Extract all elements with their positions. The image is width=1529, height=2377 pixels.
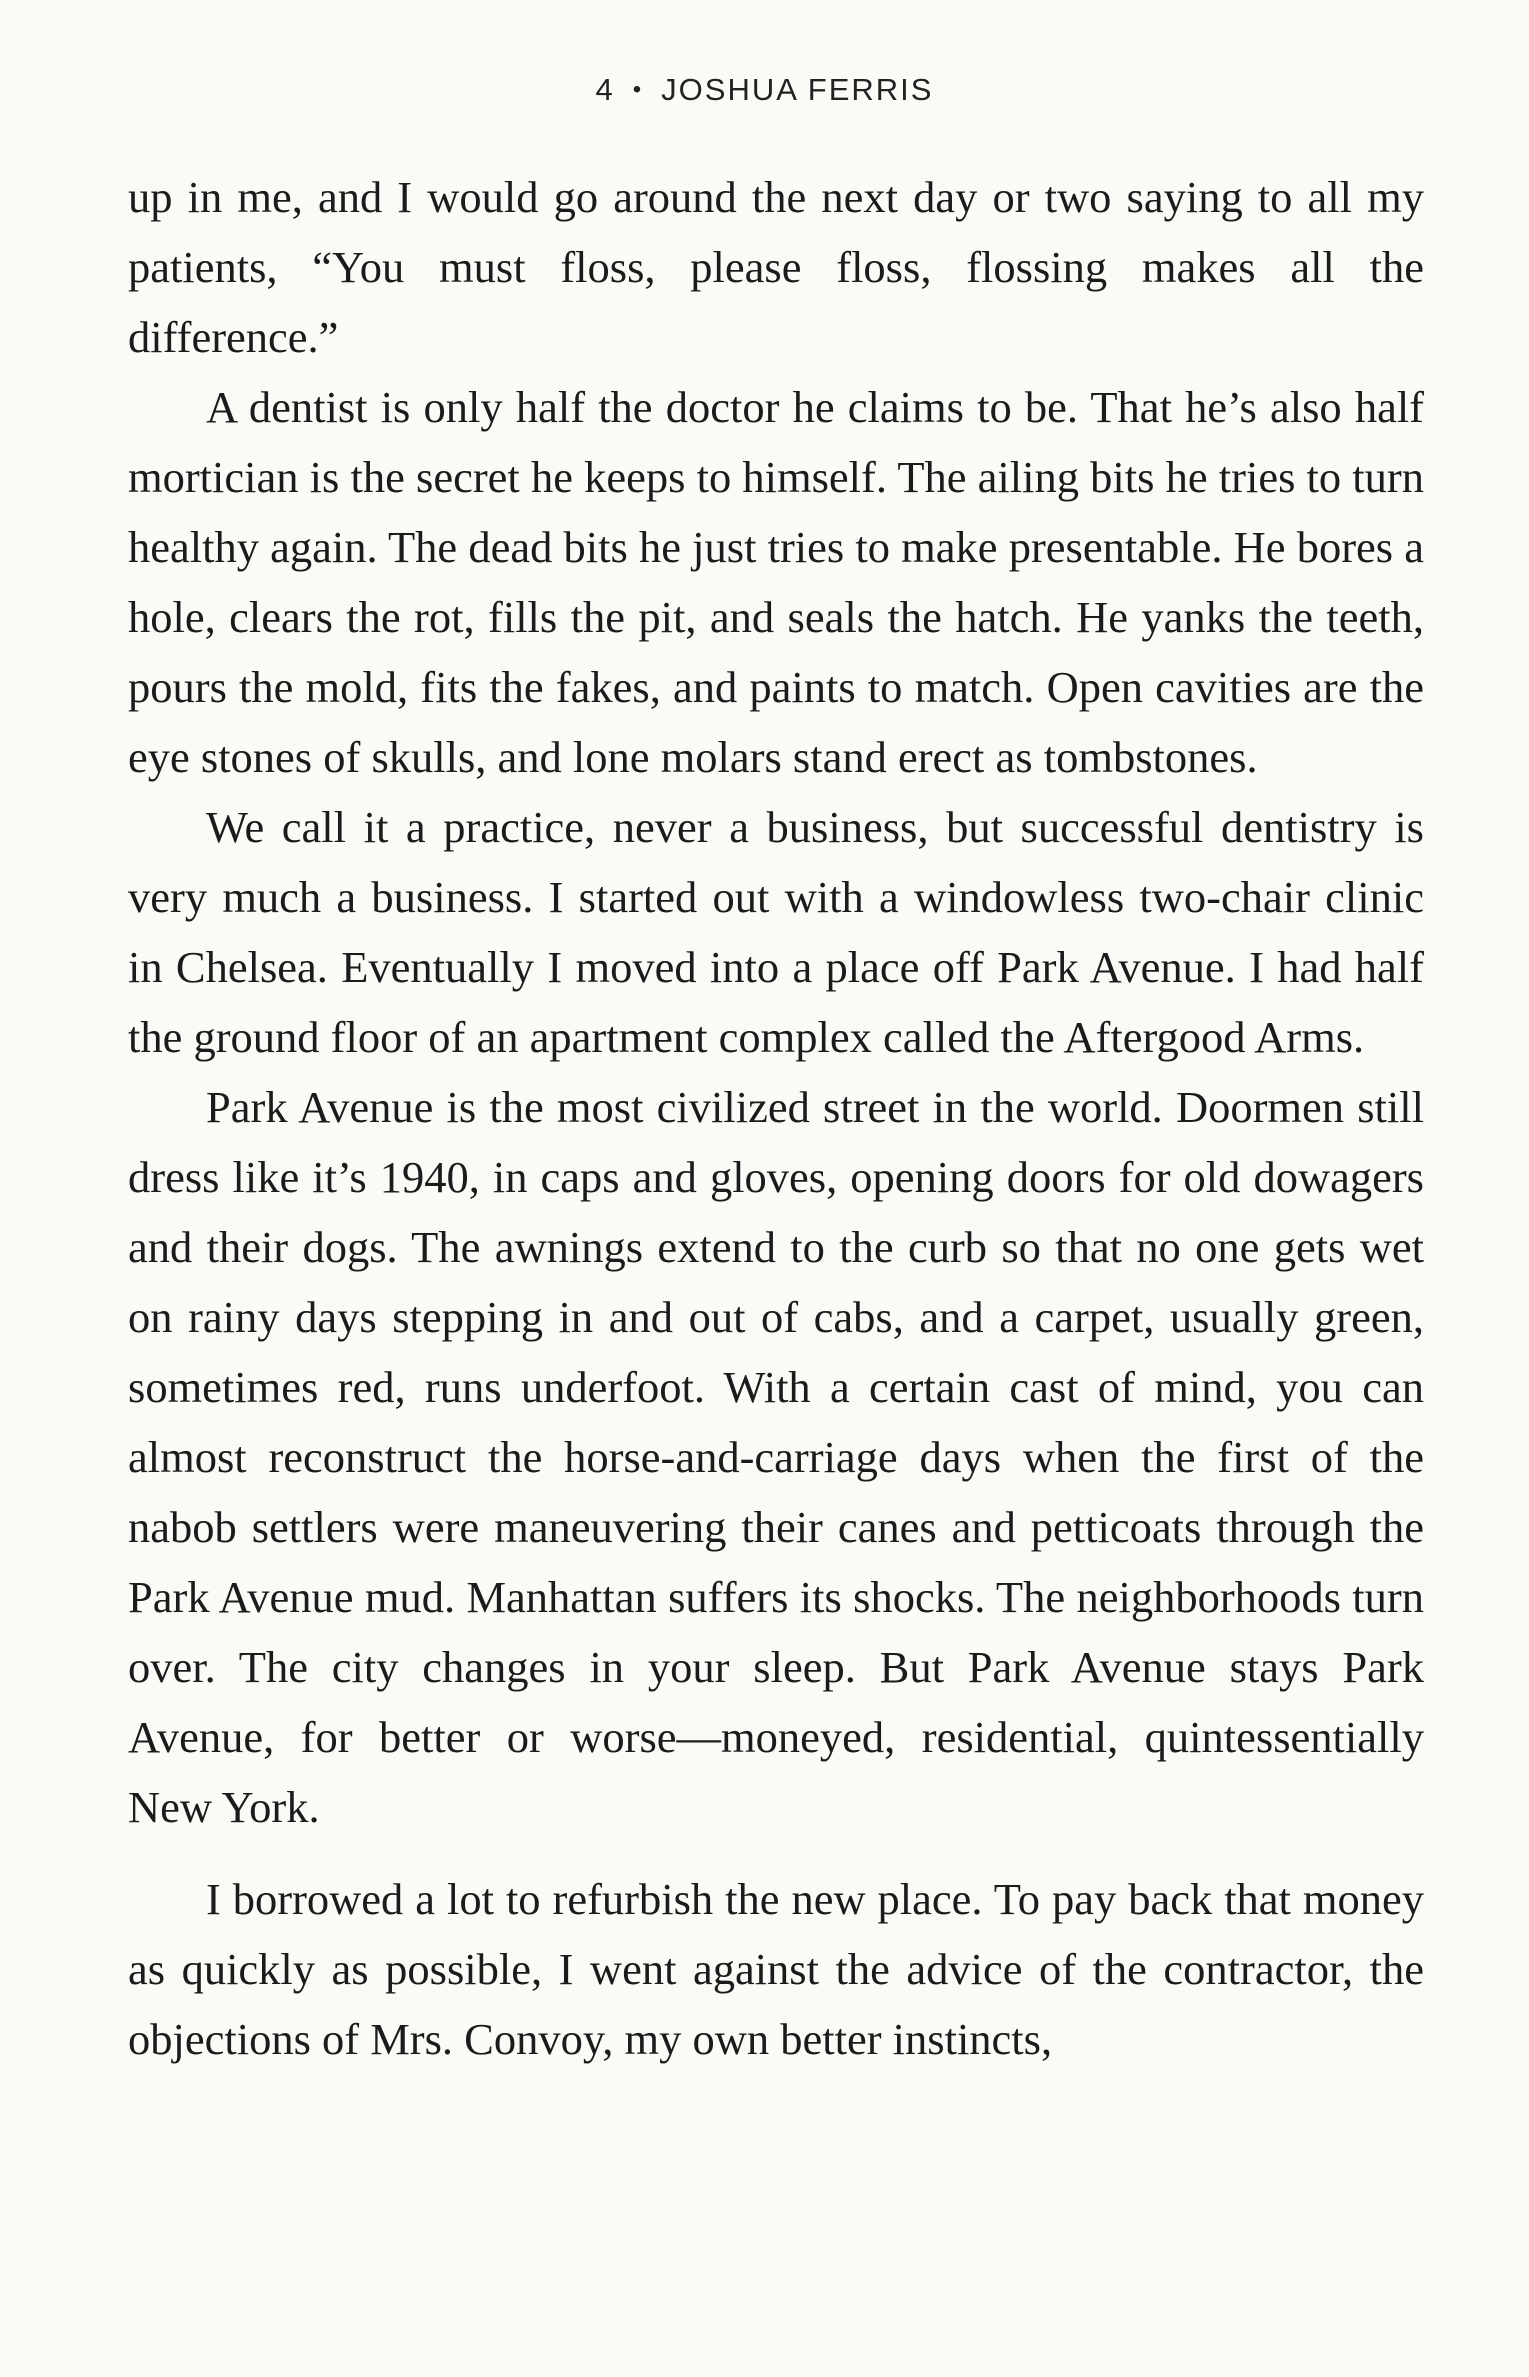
body-text [128, 162, 1424, 2074]
header-bullet: • [632, 76, 644, 103]
running-header [0, 72, 1529, 108]
page-number: 4 [595, 72, 615, 107]
paragraph-dentist: A dentist is only half the doctor he claims to be. That he’s also half mortician is the secret he keeps to himself. The ailing bits he tries to turn healthy again. The dead bits he just tries to make presentable. He bores a hole, clears the rot, fills the pit, and seals the hatch. He yanks the teeth, pours the mold, fits the fakes, and paints to match. Open cavities are the eye stones of skulls, and lone molars stand erect as tombstones. [128, 382, 1424, 782]
author-name: JOSHUA FERRIS [661, 72, 934, 107]
paragraph-borrowed: I borrowed a lot to refurbish the new place. To pay back that money as quickly as possible, I went against the advice of the contractor, the objections of Mrs. Convoy, my own better instincts, [128, 1874, 1424, 2064]
paragraph-practice: We call it a practice, never a business, but successful dentistry is very much a business. I started out with a windowless two-chair clinic in Chelsea. Eventually I moved into a place off Park Avenue. I had half the ground floor of an apartment complex called the Aftergood Arms. [128, 802, 1424, 1062]
paragraph-continued: up in me, and I would go around the next day or two saying to all my patients, “You must floss, please floss, flossing makes all the difference.” [128, 172, 1424, 362]
paragraph-park-avenue: Park Avenue is the most civilized street in the world. Doormen still dress like it’s 1940, in caps and gloves, opening doors for old dowagers and their dogs. The awnings extend to the curb so that no one gets wet on rainy days stepping in and out of cabs, and a carpet, usually green, sometimes red, runs underfoot. With a certain cast of mind, you can almost reconstruct the horse-and-carriage days when the first of the nabob settlers were maneuvering their canes and petticoats through the Park Avenue mud. Manhattan suffers its shocks. The neighborhoods turn over. The city changes in your sleep. But Park Avenue stays Park Avenue, for better or worse—moneyed, residential, quintessentially New York. [128, 1082, 1424, 1832]
